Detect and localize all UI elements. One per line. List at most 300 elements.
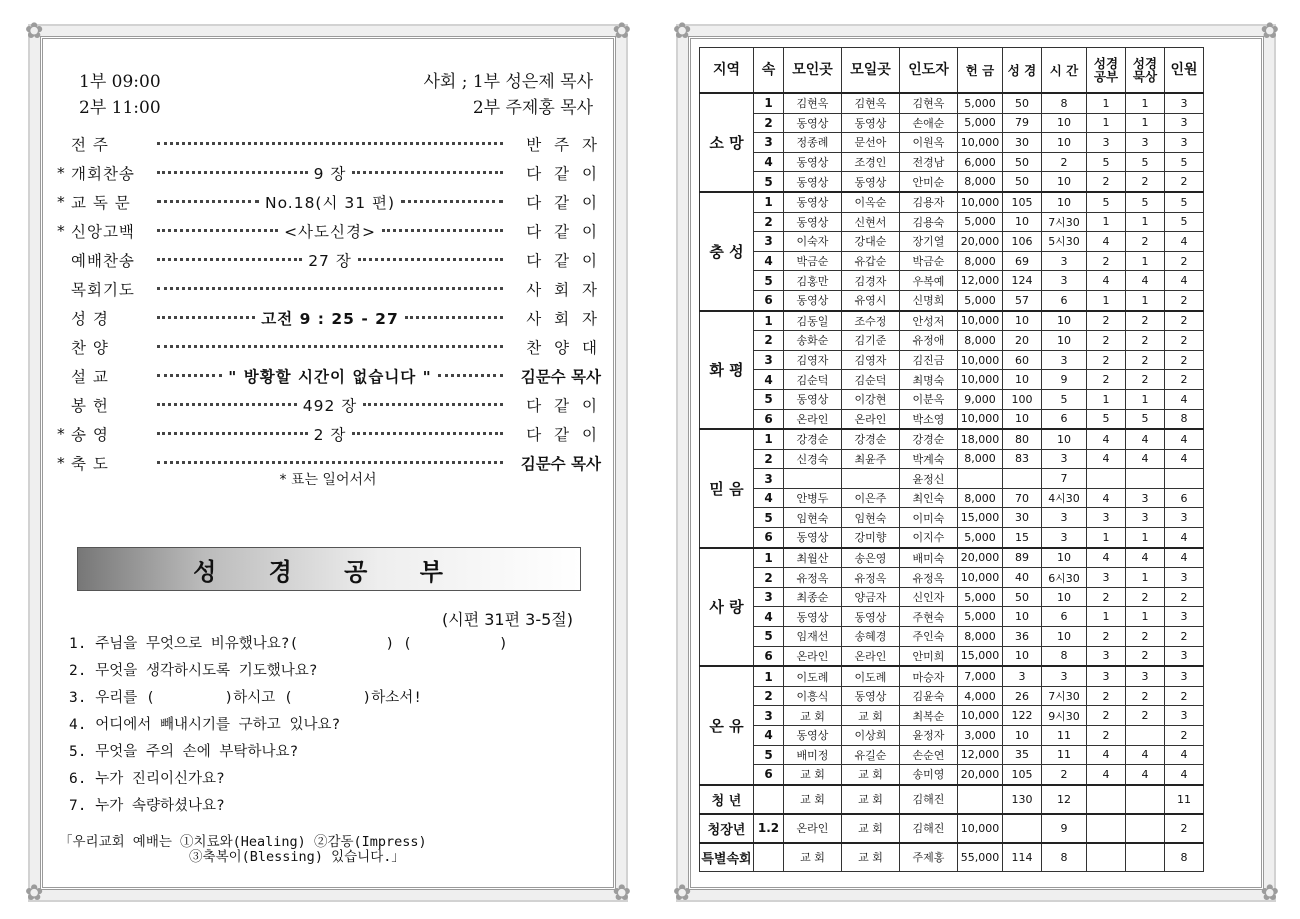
table-cell: 8 bbox=[1165, 409, 1204, 429]
table-cell: 3 bbox=[1165, 706, 1204, 726]
table-cell: 10 bbox=[1042, 192, 1087, 212]
table-cell: 2 bbox=[1126, 331, 1165, 351]
order-item-leader: 다 같 이 bbox=[526, 251, 601, 270]
table-cell: 동영상 bbox=[784, 607, 842, 627]
table-row bbox=[700, 232, 1204, 252]
ornament-icon: ✿ bbox=[1260, 881, 1279, 906]
column-header: 인도자 bbox=[900, 48, 958, 94]
cell-number: 5 bbox=[754, 745, 784, 765]
table-cell: 8 bbox=[1042, 646, 1087, 666]
order-item-content: " 방황할 시간이 없습니다 " bbox=[228, 367, 432, 386]
table-cell: 이은주 bbox=[842, 488, 900, 508]
table-cell: 3 bbox=[1126, 508, 1165, 528]
table-cell bbox=[1126, 785, 1165, 814]
table-cell: 9,000 bbox=[958, 389, 1003, 409]
table-cell: 20,000 bbox=[958, 548, 1003, 568]
table-row bbox=[700, 814, 1204, 843]
table-cell: 6시30 bbox=[1042, 568, 1087, 588]
table-cell: 5 bbox=[1042, 389, 1087, 409]
study-question: 6. 누가 진리이신가요? bbox=[69, 771, 225, 787]
table-cell: 송혜경 bbox=[842, 627, 900, 647]
table-cell: 동영상 bbox=[842, 686, 900, 706]
table-cell: 3 bbox=[1042, 508, 1087, 528]
ornament-icon: ✿ bbox=[612, 881, 631, 906]
table-cell: 신현서 bbox=[842, 212, 900, 232]
cell-number: 6 bbox=[754, 765, 784, 785]
table-cell: 동영상 bbox=[784, 192, 842, 212]
table-cell: 김기준 bbox=[842, 331, 900, 351]
table-cell: 양금자 bbox=[842, 587, 900, 607]
table-cell: 우복예 bbox=[900, 271, 958, 291]
region-name: 믿 음 bbox=[700, 429, 754, 548]
presiders bbox=[423, 69, 593, 121]
order-item-leader: 찬 양 대 bbox=[526, 338, 601, 357]
table-cell: 이상희 bbox=[842, 726, 900, 746]
table-cell: 5시30 bbox=[1042, 232, 1087, 252]
standing-marker: * bbox=[57, 221, 66, 240]
table-cell: 10 bbox=[1003, 212, 1042, 232]
table-cell: 89 bbox=[1003, 548, 1042, 568]
table-cell: 3 bbox=[1003, 666, 1042, 686]
table-cell: 9 bbox=[1042, 814, 1087, 843]
table-cell: 1 bbox=[1126, 93, 1165, 113]
table-cell: 79 bbox=[1003, 113, 1042, 133]
table-cell: 11 bbox=[1042, 726, 1087, 746]
order-of-worship bbox=[57, 129, 601, 477]
table-cell: 10 bbox=[1003, 311, 1042, 331]
table-cell: 교 회 bbox=[842, 706, 900, 726]
table-cell: 10 bbox=[1042, 429, 1087, 449]
order-item bbox=[57, 274, 601, 303]
cell-number: 3 bbox=[754, 587, 784, 607]
table-cell: 송은영 bbox=[842, 548, 900, 568]
table-row bbox=[700, 785, 1204, 814]
table-cell: 1 bbox=[1126, 389, 1165, 409]
table-cell: 유영시 bbox=[842, 290, 900, 310]
table-cell: 3,000 bbox=[958, 726, 1003, 746]
table-cell: 3 bbox=[1087, 568, 1126, 588]
table-cell: 2 bbox=[1126, 172, 1165, 192]
table-cell: 교 회 bbox=[784, 785, 842, 814]
table-row bbox=[700, 765, 1204, 785]
dot-leader bbox=[151, 345, 509, 348]
table-cell bbox=[1003, 469, 1042, 489]
table-cell bbox=[1126, 843, 1165, 872]
cell-number: 2 bbox=[754, 449, 784, 469]
table-cell: 10 bbox=[1042, 113, 1087, 133]
cell-number bbox=[754, 785, 784, 814]
table-cell: 장기열 bbox=[900, 232, 958, 252]
table-cell: 10 bbox=[1042, 627, 1087, 647]
cell-number: 5 bbox=[754, 389, 784, 409]
table-cell: 이분옥 bbox=[900, 389, 958, 409]
table-cell: 3 bbox=[1042, 449, 1087, 469]
cell-number: 6 bbox=[754, 646, 784, 666]
table-cell: 최종순 bbox=[784, 587, 842, 607]
dot-leader bbox=[151, 142, 509, 145]
table-cell: 2 bbox=[1165, 331, 1204, 351]
table-cell: 8 bbox=[1042, 843, 1087, 872]
table-cell: 3 bbox=[1126, 133, 1165, 153]
table-cell: 안병두 bbox=[784, 488, 842, 508]
table-cell: 3 bbox=[1042, 666, 1087, 686]
table-cell: 2 bbox=[1165, 350, 1204, 370]
table-cell: 2 bbox=[1126, 646, 1165, 666]
cell-number: 3 bbox=[754, 469, 784, 489]
table-row bbox=[700, 666, 1204, 686]
table-cell: 2 bbox=[1087, 726, 1126, 746]
column-header: 성 경 bbox=[1003, 48, 1042, 94]
table-cell: 임현숙 bbox=[842, 508, 900, 528]
table-cell: 동영상 bbox=[842, 607, 900, 627]
table-row bbox=[700, 726, 1204, 746]
table-cell: 2 bbox=[1087, 587, 1126, 607]
table-cell: 강대순 bbox=[842, 232, 900, 252]
table-cell: 최인숙 bbox=[900, 488, 958, 508]
table-cell: 5,000 bbox=[958, 93, 1003, 113]
study-question: 3. 우리를 ( )하시고 ( )하소서! bbox=[69, 690, 423, 706]
order-item-leader: 다 같 이 bbox=[526, 396, 601, 415]
table-cell: 106 bbox=[1003, 232, 1042, 252]
column-header: 지역 bbox=[700, 48, 754, 94]
table-cell: 조수정 bbox=[842, 311, 900, 331]
region-name: 소 망 bbox=[700, 93, 754, 192]
column-header: 헌 금 bbox=[958, 48, 1003, 94]
table-cell: 2 bbox=[1087, 350, 1126, 370]
table-cell: 1 bbox=[1087, 389, 1126, 409]
table-cell: 최명숙 bbox=[900, 370, 958, 390]
table-cell: 2 bbox=[1165, 370, 1204, 390]
table-cell: 교 회 bbox=[784, 843, 842, 872]
cell-number: 1 bbox=[754, 548, 784, 568]
cell-number: 2 bbox=[754, 568, 784, 588]
region-name: 화 평 bbox=[700, 311, 754, 430]
table-cell: 2 bbox=[1087, 331, 1126, 351]
table-row bbox=[700, 389, 1204, 409]
order-item bbox=[57, 187, 601, 216]
table-cell: 2 bbox=[1165, 686, 1204, 706]
cell-number: 2 bbox=[754, 331, 784, 351]
table-cell: 2 bbox=[1126, 311, 1165, 331]
ornament-icon: ✿ bbox=[673, 881, 692, 906]
table-row bbox=[700, 152, 1204, 172]
table-cell: 5 bbox=[1126, 409, 1165, 429]
table-cell bbox=[1126, 814, 1165, 843]
table-cell: 송미영 bbox=[900, 765, 958, 785]
table-cell: 1 bbox=[1087, 113, 1126, 133]
table-cell: 5,000 bbox=[958, 290, 1003, 310]
dot-leader bbox=[151, 423, 509, 445]
table-row bbox=[700, 706, 1204, 726]
table-cell: 1 bbox=[1126, 528, 1165, 548]
study-question: 4. 어디에서 빼내시기를 구하고 있나요? bbox=[69, 717, 341, 733]
order-item bbox=[57, 361, 601, 390]
table-row bbox=[700, 192, 1204, 212]
table-cell: 4 bbox=[1165, 429, 1204, 449]
table-cell: 6 bbox=[1042, 409, 1087, 429]
table-cell: 4 bbox=[1165, 548, 1204, 568]
table-cell: 20,000 bbox=[958, 232, 1003, 252]
table-row bbox=[700, 627, 1204, 647]
dot-leader bbox=[151, 162, 509, 184]
order-item-name: 설 교 bbox=[71, 367, 109, 386]
column-header: 시 간 bbox=[1042, 48, 1087, 94]
table-row bbox=[700, 212, 1204, 232]
cell-number: 5 bbox=[754, 271, 784, 291]
table-cell: 2 bbox=[1087, 706, 1126, 726]
cell-number: 3 bbox=[754, 350, 784, 370]
table-cell: 3 bbox=[1165, 568, 1204, 588]
table-cell: 온라인 bbox=[784, 646, 842, 666]
table-cell: 동영상 bbox=[842, 172, 900, 192]
table-cell: 김용자 bbox=[900, 192, 958, 212]
table-cell: 주인숙 bbox=[900, 627, 958, 647]
table-cell: 10,000 bbox=[958, 311, 1003, 331]
table-cell: 4 bbox=[1126, 765, 1165, 785]
table-cell: 김현옥 bbox=[784, 93, 842, 113]
table-row bbox=[700, 172, 1204, 192]
table-row bbox=[700, 370, 1204, 390]
motto-line-2: ③축복이(Blessing) 있습니다.」 bbox=[59, 849, 405, 865]
table-cell: 3 bbox=[1042, 251, 1087, 271]
cell-number: 2 bbox=[754, 212, 784, 232]
table-cell: 2 bbox=[1165, 726, 1204, 746]
table-cell: 5 bbox=[1165, 192, 1204, 212]
table-cell: 83 bbox=[1003, 449, 1042, 469]
ornament-icon: ✿ bbox=[25, 19, 44, 44]
table-cell: 유정옥 bbox=[784, 568, 842, 588]
order-item-name: 성 경 bbox=[71, 309, 109, 328]
bible-reference: (시편 31편 3-5절) bbox=[442, 610, 573, 629]
table-cell: 60 bbox=[1003, 350, 1042, 370]
table-cell: 동영상 bbox=[784, 172, 842, 192]
table-cell: 70 bbox=[1003, 488, 1042, 508]
cell-number: 5 bbox=[754, 627, 784, 647]
table-cell: 2 bbox=[1165, 290, 1204, 310]
table-cell: 11 bbox=[1165, 785, 1204, 814]
table-cell: 3 bbox=[1126, 488, 1165, 508]
cell-number: 6 bbox=[754, 409, 784, 429]
table-cell: 2 bbox=[1087, 311, 1126, 331]
table-cell: 정종례 bbox=[784, 133, 842, 153]
table-cell: 8,000 bbox=[958, 172, 1003, 192]
table-cell: 4 bbox=[1165, 528, 1204, 548]
table-cell: 송화순 bbox=[784, 331, 842, 351]
table-cell: 박소영 bbox=[900, 409, 958, 429]
table-cell bbox=[1165, 469, 1204, 489]
table-cell: 4,000 bbox=[958, 686, 1003, 706]
table-cell: 4 bbox=[1165, 271, 1204, 291]
table-cell: 강미향 bbox=[842, 528, 900, 548]
table-cell: 3 bbox=[1165, 113, 1204, 133]
table-cell: 김진금 bbox=[900, 350, 958, 370]
table-cell: 5,000 bbox=[958, 607, 1003, 627]
table-cell: 동영상 bbox=[842, 113, 900, 133]
cell-number: 5 bbox=[754, 172, 784, 192]
table-cell: 2 bbox=[1087, 686, 1126, 706]
table-cell: 10 bbox=[1042, 133, 1087, 153]
study-question: 2. 무엇을 생각하시도록 기도했나요? bbox=[69, 663, 318, 679]
cell-number: 4 bbox=[754, 152, 784, 172]
order-item-leader: 반 주 자 bbox=[526, 135, 601, 154]
table-cell: 김윤숙 bbox=[900, 686, 958, 706]
table-cell: 5 bbox=[1165, 212, 1204, 232]
table-cell: 10 bbox=[1003, 726, 1042, 746]
table-cell: 김영자 bbox=[842, 350, 900, 370]
table-cell: 4 bbox=[1087, 271, 1126, 291]
standing-marker: * bbox=[57, 163, 66, 182]
table-cell: 2 bbox=[1165, 251, 1204, 271]
table-cell: 4 bbox=[1165, 745, 1204, 765]
table-cell: 신경숙 bbox=[784, 449, 842, 469]
cell-number bbox=[754, 843, 784, 872]
ornament-icon: ✿ bbox=[673, 19, 692, 44]
table-cell: 50 bbox=[1003, 172, 1042, 192]
table-cell: 임재선 bbox=[784, 627, 842, 647]
table-cell: 김홍만 bbox=[784, 271, 842, 291]
ornament-icon: ✿ bbox=[612, 19, 631, 44]
column-header: 성경 묵상 bbox=[1126, 48, 1165, 94]
table-cell: 온라인 bbox=[842, 409, 900, 429]
table-cell: 35 bbox=[1003, 745, 1042, 765]
cell-number: 1 bbox=[754, 666, 784, 686]
region-name: 특별속회 bbox=[700, 843, 754, 872]
table-cell: 2 bbox=[1087, 251, 1126, 271]
table-cell: 3 bbox=[1042, 528, 1087, 548]
table-cell: 강경순 bbox=[842, 429, 900, 449]
table-row bbox=[700, 311, 1204, 331]
table-cell: 114 bbox=[1003, 843, 1042, 872]
table-cell: 이지수 bbox=[900, 528, 958, 548]
table-cell: 4 bbox=[1165, 765, 1204, 785]
table-cell: 2 bbox=[1126, 686, 1165, 706]
order-item-leader: 다 같 이 bbox=[526, 193, 601, 212]
service-time-2: 2부 11:00 bbox=[79, 98, 161, 118]
table-cell: 4 bbox=[1165, 232, 1204, 252]
table-cell: 2 bbox=[1042, 152, 1087, 172]
table-row bbox=[700, 607, 1204, 627]
table-cell: 3 bbox=[1087, 646, 1126, 666]
order-item bbox=[57, 303, 601, 332]
order-item-leader: 김문수 목사 bbox=[520, 454, 601, 473]
table-cell: 동영상 bbox=[784, 152, 842, 172]
table-cell: 10,000 bbox=[958, 133, 1003, 153]
table-cell: 유정옥 bbox=[842, 568, 900, 588]
table-cell: 11 bbox=[1042, 745, 1087, 765]
table-cell: 강경순 bbox=[900, 429, 958, 449]
table-cell: 3 bbox=[1165, 646, 1204, 666]
order-item-name: 송 영 bbox=[71, 425, 109, 444]
order-item-name: 예배찬송 bbox=[71, 251, 135, 270]
table-cell: 1 bbox=[1126, 113, 1165, 133]
table-cell: 2 bbox=[1165, 172, 1204, 192]
table-cell: 6 bbox=[1042, 607, 1087, 627]
table-cell: 4 bbox=[1126, 449, 1165, 469]
table-cell: 8,000 bbox=[958, 488, 1003, 508]
table-cell: 30 bbox=[1003, 133, 1042, 153]
table-cell: 김용숙 bbox=[900, 212, 958, 232]
table-cell: 2 bbox=[1087, 370, 1126, 390]
order-item-name: 교 독 문 bbox=[71, 193, 131, 212]
cell-number: 4 bbox=[754, 488, 784, 508]
table-cell: 3 bbox=[1087, 508, 1126, 528]
table-cell: 80 bbox=[1003, 429, 1042, 449]
table-cell: 5,000 bbox=[958, 587, 1003, 607]
order-item bbox=[57, 419, 601, 448]
table-row bbox=[700, 449, 1204, 469]
ornament-icon: ✿ bbox=[1260, 19, 1279, 44]
table-cell: 1 bbox=[1087, 607, 1126, 627]
table-cell: 1 bbox=[1126, 212, 1165, 232]
table-cell: 2 bbox=[1126, 232, 1165, 252]
order-item-content: 27 장 bbox=[308, 251, 352, 270]
order-item-content: 9 장 bbox=[313, 164, 347, 183]
table-cell: 10 bbox=[1003, 646, 1042, 666]
order-item-leader: 다 같 이 bbox=[526, 222, 601, 241]
table-cell: 3 bbox=[1087, 666, 1126, 686]
table-row bbox=[700, 469, 1204, 489]
table-cell: 10,000 bbox=[958, 370, 1003, 390]
table-cell: 김해진 bbox=[900, 814, 958, 843]
table-cell: 7시30 bbox=[1042, 686, 1087, 706]
table-cell: 2 bbox=[1165, 627, 1204, 647]
table-cell: 57 bbox=[1003, 290, 1042, 310]
table-cell: 동영상 bbox=[784, 290, 842, 310]
study-question: 7. 누가 속량하셨나요? bbox=[69, 798, 225, 814]
table-cell: 배미정 bbox=[784, 745, 842, 765]
table-cell: 10,000 bbox=[958, 409, 1003, 429]
table-cell: 1 bbox=[1087, 212, 1126, 232]
table-cell: 이원옥 bbox=[900, 133, 958, 153]
table-cell: 4 bbox=[1126, 271, 1165, 291]
study-question: 5. 무엇을 주의 손에 부탁하나요? bbox=[69, 744, 299, 760]
order-item bbox=[57, 332, 601, 361]
order-item-name: 신앙고백 bbox=[71, 222, 135, 241]
table-cell: 동영상 bbox=[784, 528, 842, 548]
banner-title: 성 경 공 부 bbox=[193, 557, 465, 586]
table-cell: 1 bbox=[1126, 290, 1165, 310]
table-cell: 5 bbox=[1126, 192, 1165, 212]
table-cell: 마승자 bbox=[900, 666, 958, 686]
table-cell: 4 bbox=[1087, 429, 1126, 449]
table-cell: 2 bbox=[1126, 627, 1165, 647]
table-cell: 2 bbox=[1165, 814, 1204, 843]
table-cell: 유정애 bbox=[900, 331, 958, 351]
cell-number: 6 bbox=[754, 290, 784, 310]
table-cell: 5 bbox=[1087, 152, 1126, 172]
table-cell: 69 bbox=[1003, 251, 1042, 271]
region-name: 청 년 bbox=[700, 785, 754, 814]
table-cell: 6 bbox=[1165, 488, 1204, 508]
table-cell: 4 bbox=[1087, 548, 1126, 568]
standing-note: * 표는 일어서서 bbox=[279, 472, 377, 488]
table-cell: 김해진 bbox=[900, 785, 958, 814]
table-cell: 10 bbox=[1042, 331, 1087, 351]
table-cell: 이옥순 bbox=[842, 192, 900, 212]
table-row bbox=[700, 686, 1204, 706]
table-cell bbox=[784, 469, 842, 489]
study-question: 1. 주님을 무엇으로 비유했나요?( ) ( ) bbox=[69, 636, 508, 652]
order-item-content: <사도신경> bbox=[284, 222, 376, 241]
table-cell bbox=[1003, 814, 1042, 843]
table-cell: 배미숙 bbox=[900, 548, 958, 568]
table-cell bbox=[1087, 814, 1126, 843]
table-row bbox=[700, 568, 1204, 588]
table-row bbox=[700, 93, 1204, 113]
column-header: 모일곳 bbox=[842, 48, 900, 94]
table-cell: 1 bbox=[1126, 607, 1165, 627]
table-cell: 온라인 bbox=[784, 814, 842, 843]
